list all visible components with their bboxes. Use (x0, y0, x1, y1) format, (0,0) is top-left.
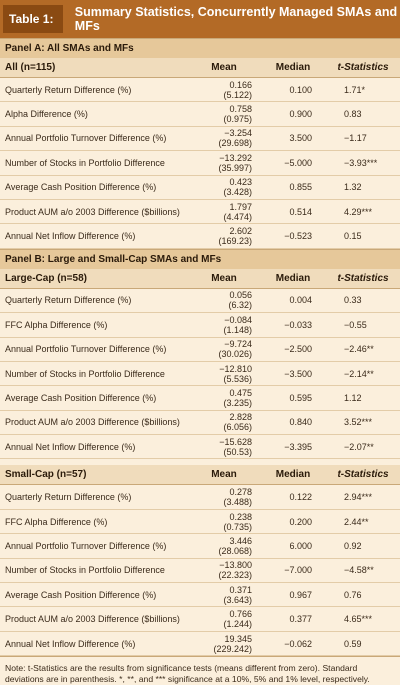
median-value: −3.500 (284, 368, 312, 379)
tstat-cell (326, 102, 400, 125)
tstat-cell (326, 151, 400, 174)
std-dev-value: (50.53) (223, 446, 252, 457)
median-value: −5.000 (284, 157, 312, 168)
std-dev-value: (0.975) (223, 114, 252, 125)
std-dev-value: (3.488) (223, 497, 252, 508)
std-dev-value: (4.474) (223, 211, 252, 222)
median-cell (260, 151, 326, 174)
mean-value: 0.766 (229, 609, 252, 620)
col-tstat-header: t-Statistics (337, 272, 389, 284)
tstat-cell (326, 224, 400, 247)
tstat-cell (326, 313, 400, 336)
mean-value: 0.278 (229, 487, 252, 498)
median-value: 0.840 (289, 417, 312, 428)
median-value: 3.500 (289, 133, 312, 144)
median-value: 0.900 (289, 109, 312, 120)
std-dev-value: (229.242) (213, 643, 252, 654)
tstat-cell (326, 176, 400, 199)
median-value: 0.004 (289, 295, 312, 306)
tstat-cell (326, 338, 400, 361)
row-label-cell (0, 224, 188, 247)
row-label: Annual Net Inflow Difference (%) (5, 638, 136, 649)
row-label: Annual Net Inflow Difference (%) (5, 441, 136, 452)
mean-value: −12.810 (219, 363, 252, 374)
table-row (0, 289, 400, 313)
tstat-cell (326, 127, 400, 150)
mean-value: 0.371 (229, 584, 252, 595)
table-row (0, 151, 400, 175)
table-row (0, 559, 400, 583)
std-dev-value: (3.428) (223, 187, 252, 198)
table-row (0, 435, 400, 459)
row-label: Number of Stocks in Portfolio Difference (5, 565, 165, 576)
mean-value: −13.800 (219, 560, 252, 571)
tstat-cell (326, 435, 400, 458)
median-cell (260, 200, 326, 223)
table-row (0, 200, 400, 224)
median-value: 0.514 (289, 206, 312, 217)
col-mean-header: Mean (211, 272, 237, 284)
mean-cell (188, 224, 260, 247)
std-dev-value: (30.026) (218, 349, 252, 360)
row-label-cell (0, 200, 188, 223)
tstat-cell (326, 411, 400, 434)
tstat-cell (326, 78, 400, 101)
tstat-cell (326, 510, 400, 533)
median-cell (260, 485, 326, 508)
median-cell (260, 632, 326, 655)
row-label: Average Cash Position Difference (%) (5, 392, 157, 403)
median-value: 0.595 (289, 392, 312, 403)
mean-value: 0.475 (229, 387, 252, 398)
mean-value: 0.758 (229, 104, 252, 115)
tstat-value: 0.33 (344, 295, 362, 306)
median-cell (260, 559, 326, 582)
std-dev-value: (5.122) (223, 89, 252, 100)
table-row (0, 386, 400, 410)
row-label-cell (0, 559, 188, 582)
mean-cell (188, 127, 260, 150)
table-body (0, 38, 400, 656)
table-row (0, 411, 400, 435)
mean-value: −0.084 (224, 314, 252, 325)
tstat-cell (326, 200, 400, 223)
std-dev-value: (0.735) (223, 521, 252, 532)
mean-cell (188, 313, 260, 336)
row-label-cell (0, 485, 188, 508)
mean-cell (188, 411, 260, 434)
row-label-cell (0, 583, 188, 606)
mean-value: −13.292 (219, 152, 252, 163)
row-label-cell (0, 151, 188, 174)
std-dev-value: (1.244) (223, 619, 252, 630)
row-label-cell (0, 176, 188, 199)
mean-value: 3.446 (229, 535, 252, 546)
tstat-value: 1.32 (344, 182, 362, 193)
mean-cell (188, 151, 260, 174)
std-dev-value: (29.698) (218, 138, 252, 149)
mean-cell (188, 607, 260, 630)
std-dev-value: (1.148) (223, 324, 252, 335)
row-label: Quarterly Return Difference (%) (5, 84, 132, 95)
median-value: 0.122 (289, 492, 312, 503)
median-value: −7.000 (284, 565, 312, 576)
tstat-value: 0.92 (344, 540, 362, 551)
table-row (0, 632, 400, 656)
tstat-cell (326, 362, 400, 385)
row-label-cell (0, 435, 188, 458)
mean-cell (188, 102, 260, 125)
row-label: Number of Stocks in Portfolio Difference (5, 157, 165, 168)
std-dev-value: (22.323) (218, 570, 252, 581)
table-row (0, 176, 400, 200)
median-cell (260, 102, 326, 125)
row-label: Average Cash Position Difference (%) (5, 589, 157, 600)
mean-cell (188, 510, 260, 533)
tstat-cell (326, 289, 400, 312)
tstat-cell (326, 386, 400, 409)
row-label-cell (0, 289, 188, 312)
tstat-value: −2.07** (344, 441, 374, 452)
median-cell (260, 411, 326, 434)
col-median-header: Median (275, 469, 311, 481)
mean-value: 0.056 (229, 290, 252, 301)
table-row (0, 607, 400, 631)
table-row (0, 534, 400, 558)
median-value: −0.033 (284, 319, 312, 330)
tstat-value: 3.52*** (344, 417, 373, 428)
tstat-cell (326, 485, 400, 508)
row-label: Product AUM a/o 2003 Difference ($billions) (5, 417, 180, 428)
row-label-cell (0, 632, 188, 655)
mean-value: 0.238 (229, 511, 252, 522)
tstat-value: −4.58** (344, 565, 374, 576)
table-row (0, 102, 400, 126)
table-row (0, 78, 400, 102)
panel-heading: Panel B: Large and Small-Cap SMAs and MFs (0, 249, 400, 269)
median-value: 0.855 (289, 182, 312, 193)
table-row (0, 127, 400, 151)
std-dev-value: (28.068) (218, 545, 252, 556)
col-mean-header: Mean (211, 469, 237, 481)
tstat-value: 0.83 (344, 109, 362, 120)
row-label: FFC Alpha Difference (%) (5, 319, 108, 330)
row-label: Average Cash Position Difference (%) (5, 182, 157, 193)
table-title-bar (0, 0, 400, 38)
tstat-value: 0.59 (344, 638, 362, 649)
col-median-header: Median (275, 272, 311, 284)
mean-value: −9.724 (224, 339, 252, 350)
mean-cell (188, 386, 260, 409)
tstat-cell (326, 583, 400, 606)
mean-value: 19.345 (224, 633, 252, 644)
median-value: 0.377 (289, 614, 312, 625)
tstat-value: −2.14** (344, 368, 374, 379)
tstat-value: −2.46** (344, 344, 374, 355)
row-label: Annual Portfolio Turnover Difference (%) (5, 540, 167, 551)
median-value: 0.967 (289, 589, 312, 600)
tstat-value: 1.71* (344, 84, 366, 95)
mean-cell (188, 78, 260, 101)
mean-cell (188, 338, 260, 361)
tstat-value: 4.29*** (344, 206, 373, 217)
median-cell (260, 583, 326, 606)
table-row (0, 338, 400, 362)
row-label: Alpha Difference (%) (5, 109, 88, 120)
row-label-cell (0, 102, 188, 125)
group-label: Small-Cap (n=57) (5, 469, 87, 481)
std-dev-value: (6.056) (223, 422, 252, 433)
col-median-header: Median (275, 62, 311, 73)
median-cell (260, 435, 326, 458)
table-row (0, 583, 400, 607)
median-cell (260, 386, 326, 409)
mean-value: −15.628 (219, 436, 252, 447)
panel-heading: Panel A: All SMAs and MFs (0, 38, 400, 58)
mean-value: 0.423 (229, 177, 252, 188)
table-row (0, 362, 400, 386)
median-value: −0.062 (284, 638, 312, 649)
tstat-value: 2.94*** (344, 492, 373, 503)
tstat-value: 4.65*** (344, 614, 373, 625)
tstat-value: −3.93*** (344, 157, 378, 168)
table-note: Note: t-Statistics are the results from significance tests (means different from zero). Standard deviations are in parenthesis. *, **, and *** significance at a 10%, 5% and 1% level, respectively. (0, 656, 400, 685)
row-label: Product AUM a/o 2003 Difference ($billions) (5, 614, 180, 625)
median-cell (260, 313, 326, 336)
median-value: 0.100 (289, 84, 312, 95)
mean-cell (188, 632, 260, 655)
row-label-cell (0, 78, 188, 101)
row-label: Number of Stocks in Portfolio Difference (5, 368, 165, 379)
mean-value: 2.828 (229, 412, 252, 423)
row-label-cell (0, 510, 188, 533)
table-row (0, 224, 400, 248)
median-value: −2.500 (284, 344, 312, 355)
row-label: Annual Portfolio Turnover Difference (%) (5, 133, 167, 144)
table-row (0, 313, 400, 337)
row-label-cell (0, 338, 188, 361)
group-header-row (0, 465, 400, 485)
tstat-value: 0.15 (344, 231, 362, 242)
mean-value: 2.602 (229, 226, 252, 237)
row-label: Quarterly Return Difference (%) (5, 492, 132, 503)
row-label-cell (0, 607, 188, 630)
tstat-value: 0.76 (344, 589, 362, 600)
median-cell (260, 338, 326, 361)
std-dev-value: (169.23) (218, 236, 252, 247)
mean-cell (188, 289, 260, 312)
col-tstat-header: t-Statistics (337, 469, 389, 481)
mean-cell (188, 362, 260, 385)
table-row (0, 485, 400, 509)
table-row (0, 510, 400, 534)
median-cell (260, 534, 326, 557)
table-number: Table 1: (3, 5, 63, 33)
median-cell (260, 224, 326, 247)
mean-cell (188, 176, 260, 199)
std-dev-value: (5.536) (223, 373, 252, 384)
col-mean-header: Mean (211, 62, 237, 73)
group-header-row (0, 58, 400, 78)
mean-value: 1.797 (229, 201, 252, 212)
std-dev-value: (35.997) (218, 162, 252, 173)
row-label: FFC Alpha Difference (%) (5, 516, 108, 527)
std-dev-value: (3.643) (223, 594, 252, 605)
mean-cell (188, 485, 260, 508)
row-label-cell (0, 313, 188, 336)
tstat-value: −1.17 (344, 133, 367, 144)
median-value: −0.523 (284, 231, 312, 242)
row-label: Annual Net Inflow Difference (%) (5, 231, 136, 242)
group-header-row (0, 269, 400, 289)
median-value: −3.395 (284, 441, 312, 452)
mean-value: −3.254 (224, 128, 252, 139)
median-cell (260, 289, 326, 312)
tstat-cell (326, 607, 400, 630)
row-label: Product AUM a/o 2003 Difference ($billions) (5, 206, 180, 217)
tstat-cell (326, 534, 400, 557)
tstat-value: −0.55 (344, 319, 367, 330)
group-label: Large-Cap (n=58) (5, 272, 87, 284)
std-dev-value: (6.32) (228, 300, 252, 311)
row-label-cell (0, 127, 188, 150)
mean-cell (188, 435, 260, 458)
mean-cell (188, 583, 260, 606)
group-label: All (n=115) (5, 62, 56, 73)
median-value: 6.000 (289, 540, 312, 551)
median-value: 0.200 (289, 516, 312, 527)
row-label-cell (0, 534, 188, 557)
row-label-cell (0, 362, 188, 385)
median-cell (260, 78, 326, 101)
median-cell (260, 127, 326, 150)
row-label: Quarterly Return Difference (%) (5, 295, 132, 306)
median-cell (260, 510, 326, 533)
mean-cell (188, 559, 260, 582)
tstat-cell (326, 632, 400, 655)
mean-cell (188, 200, 260, 223)
tstat-value: 2.44** (344, 516, 369, 527)
row-label: Annual Portfolio Turnover Difference (%) (5, 344, 167, 355)
row-label-cell (0, 386, 188, 409)
mean-value: 0.166 (229, 79, 252, 90)
median-cell (260, 607, 326, 630)
row-label-cell (0, 411, 188, 434)
table-title: Summary Statistics, Concurrently Managed SMAs and MFs (74, 5, 398, 33)
tstat-cell (326, 559, 400, 582)
median-cell (260, 176, 326, 199)
mean-cell (188, 534, 260, 557)
col-tstat-header: t-Statistics (337, 62, 389, 73)
std-dev-value: (3.235) (223, 397, 252, 408)
tstat-value: 1.12 (344, 392, 362, 403)
median-cell (260, 362, 326, 385)
